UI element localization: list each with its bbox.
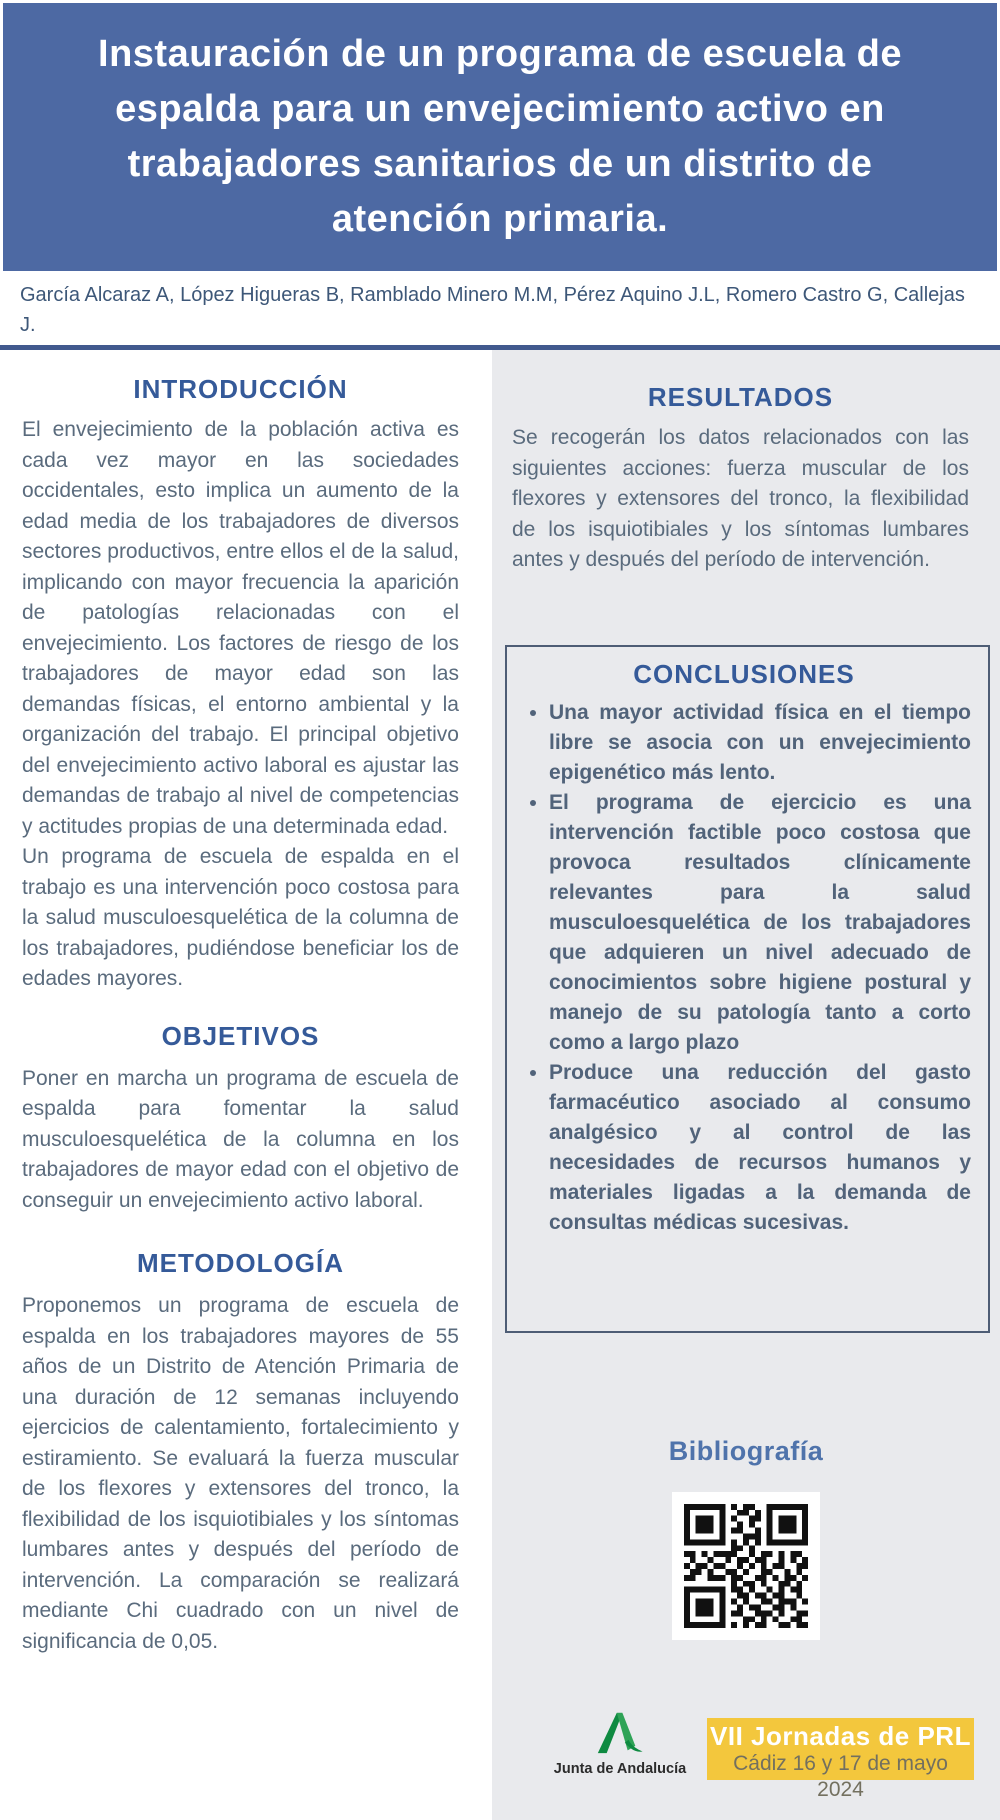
introduction-paragraph-1: El envejecimiento de la población activa es cada vez mayor en las sociedades occidentales, esto implica un aumento de la edad media de los trabajadores de diversos sectores productivos, entre ellos el de la salud, implicando con mayor frecuencia la aparición de patologías relacionadas con el envejecimiento. Los factores de riesgo de los trabajadores de mayor edad son las demandas físicas, el entorno ambiental y la organización del trabajo. El principal objetivo del envejecimiento activo laboral es ajustar las demandas de trabajo al nivel de competencias y actitudes propias de una determinada edad. — [22, 418, 459, 838]
conclusions-box — [505, 645, 990, 1333]
poster-body — [0, 350, 1000, 1820]
junta-label: Junta de Andalucía — [553, 1761, 687, 1777]
badge-subtitle: Cádiz 16 y 17 de mayo 2024 — [733, 1752, 948, 1801]
conclusion-item-3: • Produce una reducción del gasto farmacéutico asociado al consumo analgésico y al control de las necesidades de recursos humanos y materiales ligadas a la demanda de consultas médicas sucesivas. — [549, 1058, 971, 1238]
authors-line: García Alcaraz A, López Higueras B, Ramblado Minero M.M, Pérez Aquino J.L, Romero Castro G, Callejas J. — [20, 284, 965, 336]
objectives-paragraph: Poner en marcha un programa de escuela de espalda para fomentar la salud musculoesquelética de la columna en los trabajadores de mayor edad con el objetivo de conseguir un envejecimiento activo laboral. — [22, 1066, 459, 1212]
left-column — [0, 350, 492, 1820]
poster-title: Instauración de un programa de escuela de espalda para un envejecimiento activo en trabajadores sanitarios de un distrito de atención primaria. — [98, 33, 902, 240]
results-section — [492, 350, 1000, 576]
junta-de-andalucia-logo — [552, 1708, 688, 1777]
methodology-heading: METODOLOGÍA — [137, 1248, 344, 1278]
results-paragraph: Se recogerán los datos relacionados con las siguientes acciones: fuerza muscular de los flexores y extensores del tronco, la flexibilidad de los isquiotibiales y los síntomas lumbares antes y después del período de intervención. — [512, 426, 969, 571]
right-column — [492, 350, 1000, 1820]
qr-code-icon — [672, 1492, 820, 1640]
conclusion-item-2: • El programa de ejercicio es una intervención factible poco costosa que provoca resultados clínicamente relevantes para la salud musculoesquelética de los trabajadores que adquieren un nivel adecuado de conocimientos sobre higiene postural y manejo de su patología tanto a corto como a largo plazo — [549, 788, 971, 1058]
bibliography-heading: Bibliografía — [668, 1436, 824, 1466]
introduction-heading: INTRODUCCIÓN — [133, 374, 348, 404]
introduction-paragraph-2: Un programa de escuela de espalda en el trabajo es una intervención poco costosa para la salud musculoesquelética de la columna de los trabajadores, pudiéndose beneficiar los de edades mayores. — [22, 845, 459, 990]
junta-a-icon — [595, 1708, 645, 1758]
badge-title: VII Jornadas de PRL — [710, 1721, 971, 1751]
methodology-paragraph: Proponemos un programa de escuela de espalda en los trabajadores mayores de 55 años de un Distrito de Atención Primaria de una duración de 12 semanas incluyendo ejercicios de calentamiento, fortalecimiento y estiramiento. Se evaluará la fuerza muscular de los flexores y extensores del tronco, la flexibilidad de los isquiotibiales y los síntomas lumbares antes y después del período de intervención. La comparación se realizará mediante Chi cuadrado con un nivel de significancia de 0,05. — [22, 1294, 459, 1653]
authors-block — [0, 271, 1000, 345]
jornadas-prl-badge — [707, 1718, 974, 1801]
poster-header — [3, 3, 997, 271]
results-heading: RESULTADOS — [647, 382, 834, 412]
objectives-heading: OBJETIVOS — [161, 1020, 320, 1051]
conclusions-heading: CONCLUSIONES — [633, 659, 855, 689]
conclusions-list — [517, 698, 971, 1238]
conclusion-item-1: • Una mayor actividad física en el tiempo libre se asocia con un envejecimiento epigenético más lento. — [549, 698, 971, 788]
